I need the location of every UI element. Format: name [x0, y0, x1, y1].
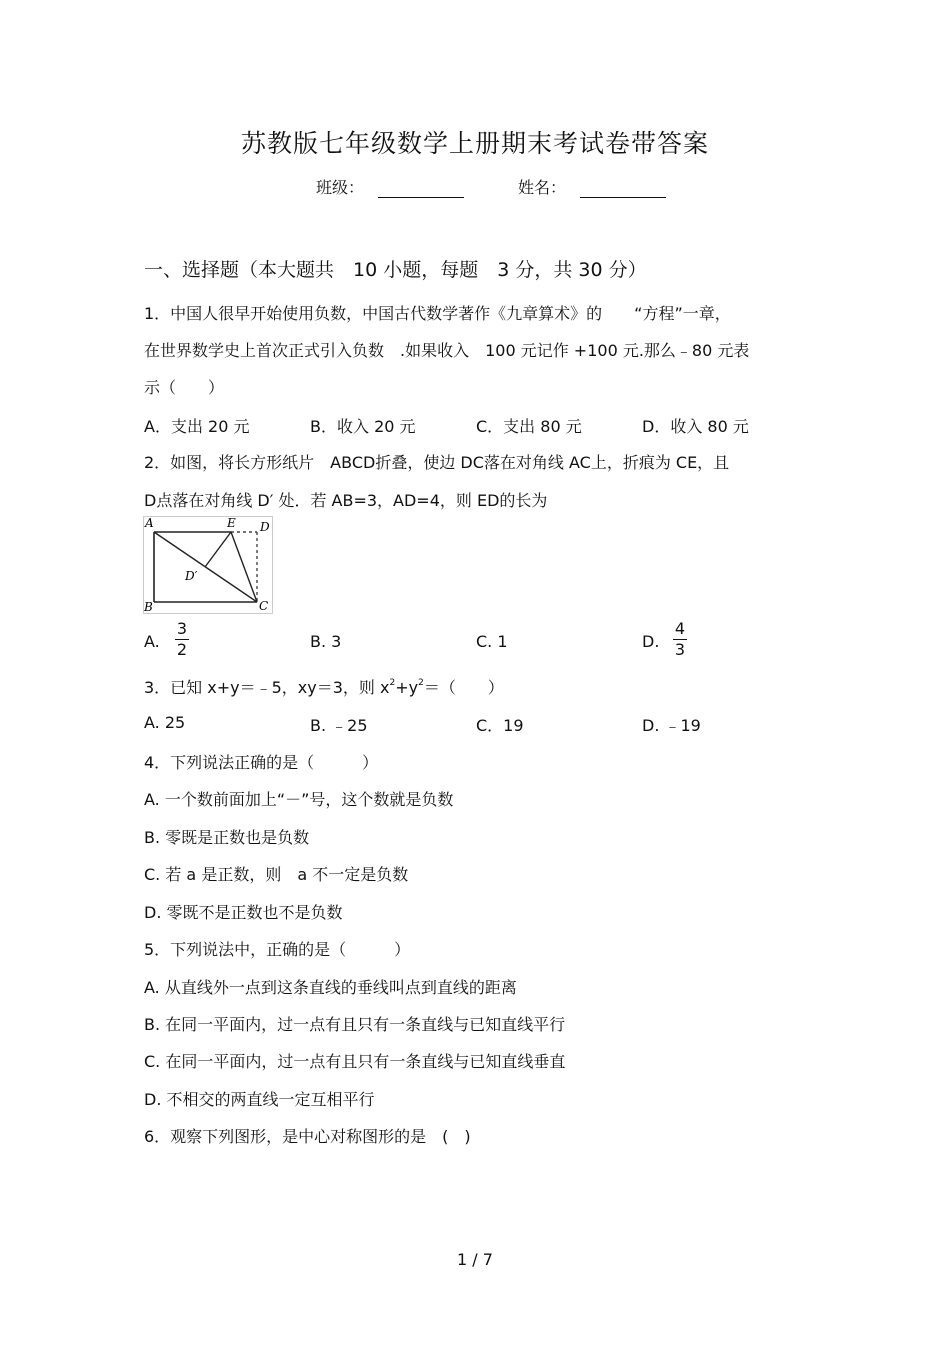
name-field [518, 175, 666, 198]
q3-option-b: B. ﹣25 [310, 716, 368, 735]
fraction-denominator: 2 [176, 640, 188, 659]
q3-stem-post: ＝（ ） [423, 678, 504, 697]
q3-stem-mid: +y [395, 678, 419, 697]
class-blank [378, 181, 464, 198]
edge-ed-prime [205, 532, 231, 567]
q1-option-a: A．支出 20 元 [144, 417, 250, 436]
class-label: 班级： [316, 178, 365, 197]
q3-exponent-1: 2 [389, 678, 396, 688]
section-heading: 一、选择题（本大题共 10 小题，每题 3 分，共 30 分） [144, 259, 647, 281]
q2-option-b: B. 3 [310, 632, 342, 651]
label-c: C [259, 599, 269, 613]
q3-option-a: A. 25 [144, 713, 186, 732]
q1-option-c: C．支出 80 元 [476, 417, 582, 436]
q5-option-d: D. 不相交的两直线一定互相平行 [144, 1090, 375, 1109]
q2-line1: 2．如图，将长方形纸片 ABCD折叠，使边 DC落在对角线 AC上，折痕为 CE，且 [144, 453, 730, 472]
q4-stem: 4．下列说法正确的是（ ） [144, 753, 379, 772]
rectangle-fold-figure [143, 516, 273, 614]
label-e: E [227, 516, 236, 530]
page-title: 苏教版七年级数学上册期末考试卷带答案 [240, 129, 709, 158]
page-number: 1 / 7 [457, 1250, 493, 1269]
label-d: D [260, 520, 270, 534]
q1-line3: 示（ ） [144, 378, 225, 397]
q2-option-d-fraction [670, 620, 690, 659]
q4-option-d: D. 零既不是正数也不是负数 [144, 903, 343, 922]
q1-option-b: B．收入 20 元 [310, 417, 416, 436]
q1-line1: 1．中国人很早开始使用负数，中国古代数学著作《九章算术》的 “方程”一章， [144, 304, 731, 323]
q1-option-d: D．收入 80 元 [642, 417, 749, 436]
q2-option-a-fraction [172, 620, 192, 659]
q1-line2: 在世界数学史上首次正式引入负数 .如果收入 100 元记作 +100 元.那么﹣80 元表 [144, 341, 750, 360]
q5-option-a: A. 从直线外一点到这条直线的垂线叫点到直线的距离 [144, 978, 517, 997]
q5-option-c: C. 在同一平面内，过一点有且只有一条直线与已知直线垂直 [144, 1052, 566, 1071]
label-b: B [144, 600, 153, 614]
name-blank [580, 181, 666, 198]
q2-option-d-label: D. [642, 632, 660, 651]
crease-ce [231, 532, 257, 602]
q6-stem: 6．观察下列图形，是中心对称图形的是 ( ) [144, 1127, 471, 1146]
q3-option-c: C．19 [476, 716, 524, 735]
q5-option-b: B. 在同一平面内，过一点有且只有一条直线与已知直线平行 [144, 1015, 566, 1034]
name-label: 姓名： [518, 178, 567, 197]
q4-option-a: A. 一个数前面加上“－”号，这个数就是负数 [144, 790, 454, 809]
q3-exponent-2: 2 [418, 678, 424, 688]
q2-option-c: C. 1 [476, 632, 508, 651]
q3-stem [144, 675, 504, 698]
q5-stem: 5．下列说法中，正确的是（ ） [144, 940, 411, 959]
fraction-denominator: 3 [674, 640, 686, 659]
label-d-prime: D′ [185, 569, 198, 583]
fraction-numerator: 3 [176, 619, 188, 638]
q4-option-c: C. 若 a 是正数，则 a 不一定是负数 [144, 865, 409, 884]
q2-line2: D点落在对角线 D′ 处．若 AB=3，AD=4，则 ED的长为 [144, 491, 548, 510]
q4-option-b: B. 零既是正数也是负数 [144, 828, 310, 847]
q3-stem-pre: 3．已知 x+y＝﹣5，xy＝3，则 x [144, 678, 390, 697]
label-a: A [145, 516, 154, 530]
q2-option-a-label: A. [144, 632, 160, 651]
q3-option-d: D. ﹣19 [642, 716, 701, 735]
fraction-numerator: 4 [674, 619, 686, 638]
class-field [316, 175, 464, 198]
